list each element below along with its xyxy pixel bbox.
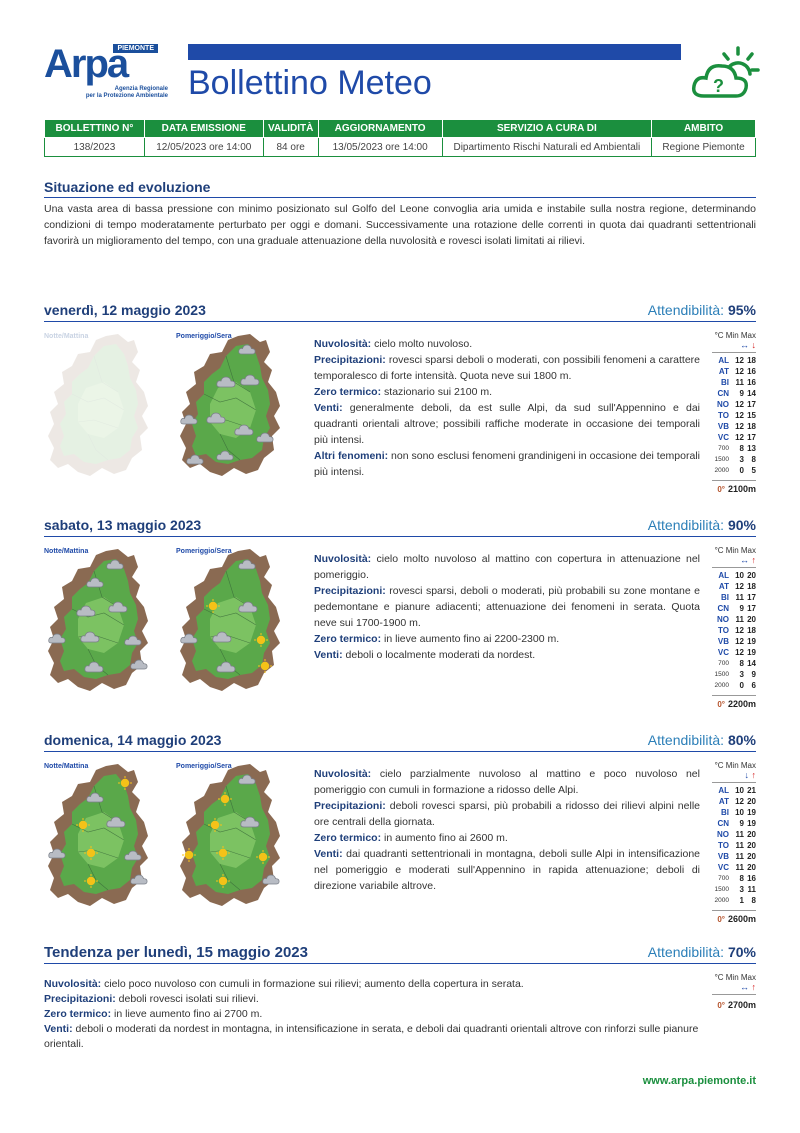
day-2-venti [314, 647, 700, 663]
temp-min: 12 [735, 797, 744, 806]
info-header-validita: VALIDITÀ [263, 120, 318, 138]
altitude-row [712, 669, 756, 680]
station-row [712, 647, 756, 658]
temp-max: 20 [747, 797, 756, 806]
station-code: CN [717, 604, 729, 613]
label-nuvolosita: Nuvolosità: [314, 553, 372, 565]
attend-value: 70% [727, 944, 756, 960]
station-row [712, 603, 756, 614]
station-row [712, 785, 756, 796]
value-precipitazioni: rovesci sparsi, deboli o moderati, più probabili su zone montane e pedemontane e pianure adiacenti; attenuazione dei fenomeni in serata. Quota neve sui 1700-1900 m. [314, 585, 700, 629]
altitude-label: 2000 [714, 682, 729, 689]
bulletin-info-table [44, 119, 756, 157]
station-code: TO [718, 841, 729, 850]
label-precipitazioni: Precipitazioni: [44, 993, 116, 1005]
day-1-title: venerdì, 12 maggio 2023 [44, 302, 206, 318]
day-2-temperatures [712, 546, 756, 709]
logo-text: Arpa [44, 42, 128, 86]
altitude-label: 700 [718, 445, 729, 452]
temp-max: 14 [747, 389, 756, 398]
arpa-website-link[interactable]: www.arpa.piemonte.it [642, 1075, 756, 1087]
info-value-row [45, 138, 756, 157]
day-2-precipitazioni [314, 583, 700, 631]
attend-label: Attendibilità: [647, 732, 728, 748]
temp-min: 12 [735, 433, 744, 442]
temp-header: °C Min Max [714, 973, 756, 982]
station-row [712, 388, 756, 399]
station-code: BI [721, 593, 729, 602]
station-code: VC [717, 863, 729, 872]
temp-min: 3 [739, 670, 744, 679]
temp-max: 20 [747, 615, 756, 624]
temp-max: 11 [747, 885, 756, 894]
day-1-description [314, 336, 700, 480]
station-code: BI [721, 378, 729, 387]
freezing-level-icon: 0° [717, 1000, 725, 1010]
trend-arrows [712, 982, 756, 995]
situazione-text: Una vasta area di bassa pressione con minimo posizionato sul Golfo del Leone convoglia aria umida e instabile sulla nostra regione, determinando condizioni di tempo moderatamente perturbato per oggi e domani. Successivamente una rotazione delle correnti in quota dai quadranti settentrionali favorirà un miglioramento del tempo, con una graduale attenuazione della nuvolosità e rovesci isolati limitati ai rilievi. [44, 203, 756, 247]
info-value-aggiornamento: 13/05/2023 ore 14:00 [318, 138, 442, 157]
temp-min: 0 [739, 466, 744, 475]
temp-max: 20 [747, 571, 756, 580]
station-code: AT [718, 367, 729, 376]
temp-max: 19 [747, 637, 756, 646]
attend-label: Attendibilità: [647, 302, 728, 318]
day-3-temperatures [712, 761, 756, 924]
value-venti: generalmente deboli, da est sulle Alpi, da sud sull'Appennino e dai quadranti orientali altrove; possibili raffiche moderate in occasione dei temporali più intensi. [314, 402, 700, 446]
day-3-header [44, 730, 756, 752]
temp-min: 12 [735, 626, 744, 635]
temp-header: °C Min Max [714, 546, 756, 555]
temp-min: 12 [735, 411, 744, 420]
temp-min: 12 [735, 367, 744, 376]
situazione-divider [44, 197, 756, 198]
station-code: AT [718, 582, 729, 591]
temp-min: 12 [735, 637, 744, 646]
freezing-level [712, 997, 756, 1010]
altitude-label: 1500 [714, 886, 729, 893]
attend-label: Attendibilità: [647, 944, 728, 960]
value-venti: deboli o localmente moderati da nordest. [342, 649, 536, 661]
attend-value: 95% [727, 302, 756, 318]
label-zero-termico: Zero termico: [314, 386, 382, 398]
station-row [712, 355, 756, 366]
altitude-label: 2000 [714, 467, 729, 474]
tendenza-header [44, 942, 756, 964]
info-value-ambito: Regione Piemonte [652, 138, 756, 157]
info-value-emissione: 12/05/2023 ore 14:00 [144, 138, 263, 157]
temp-min: 11 [735, 852, 744, 861]
temp-max: 17 [747, 604, 756, 613]
temp-max: 6 [751, 681, 756, 690]
temp-min: 10 [735, 571, 744, 580]
page-title: Bollettino Meteo [188, 64, 432, 102]
temp-max: 18 [747, 422, 756, 431]
day-2-label-night: Notte/Mattina [44, 548, 89, 555]
temp-min: 12 [735, 356, 744, 365]
temp-min: 12 [735, 400, 744, 409]
label-zero-termico: Zero termico: [44, 1008, 112, 1020]
temp-min: 11 [735, 863, 744, 872]
temp-min: 9 [739, 819, 744, 828]
temp-min: 12 [735, 422, 744, 431]
station-code: VB [717, 637, 729, 646]
temp-max: 20 [747, 841, 756, 850]
day-2-attendibilita [648, 517, 756, 533]
freezing-level [712, 910, 756, 924]
freezing-level [712, 695, 756, 709]
day-1-nuvolosita [314, 336, 700, 352]
temp-min: 0 [739, 681, 744, 690]
station-row [712, 796, 756, 807]
altitude-row [712, 443, 756, 454]
station-code: NO [717, 615, 729, 624]
temp-min: 12 [735, 648, 744, 657]
temp-min: 11 [735, 830, 744, 839]
temp-min: 12 [735, 582, 744, 591]
temp-max: 19 [747, 648, 756, 657]
label-altri-fenomeni: Altri fenomeni: [314, 450, 389, 462]
value-zero-termico: stazionario sui 2100 m. [381, 386, 493, 398]
temp-max: 15 [747, 411, 756, 420]
day-2-nuvolosita [314, 551, 700, 583]
station-row [712, 851, 756, 862]
info-value-servizio: Dipartimento Rischi Naturali ed Ambientali [442, 138, 652, 157]
min-trend-icon: ↓ [744, 770, 749, 780]
station-row [712, 410, 756, 421]
day-1-map-afternoon [176, 332, 286, 478]
station-code: AL [718, 356, 729, 365]
day-3-venti [314, 846, 700, 894]
altitude-label: 2000 [714, 897, 729, 904]
day-1-venti [314, 400, 700, 448]
day-1-precipitazioni [314, 352, 700, 384]
day-2-description [314, 551, 700, 663]
tendenza-zero-termico [44, 1007, 704, 1022]
temp-max: 18 [747, 356, 756, 365]
info-header-row [45, 120, 756, 138]
value-nuvolosita: cielo molto nuvoloso. [371, 338, 473, 350]
temp-max: 20 [747, 830, 756, 839]
label-zero-termico: Zero termico: [314, 633, 382, 645]
temp-max: 20 [747, 863, 756, 872]
min-trend-icon: ↔ [739, 340, 749, 350]
temp-min: 8 [739, 874, 744, 883]
label-nuvolosita: Nuvolosità: [44, 978, 102, 990]
tendenza-temperatures [712, 973, 756, 1010]
tendenza-attendibilita [648, 944, 756, 960]
station-code: AL [718, 571, 729, 580]
info-header-servizio: SERVIZIO A CURA DI [442, 120, 652, 138]
station-code: VC [717, 433, 729, 442]
day-3-title: domenica, 14 maggio 2023 [44, 732, 222, 748]
temp-max: 20 [747, 852, 756, 861]
day-1-altri-fenomeni [314, 448, 700, 480]
temp-max: 19 [747, 808, 756, 817]
temp-min: 3 [739, 455, 744, 464]
label-precipitazioni: Precipitazioni: [314, 800, 386, 812]
temp-max: 14 [747, 659, 756, 668]
day-3-label-afternoon: Pomeriggio/Sera [176, 763, 232, 770]
temp-min: 8 [739, 659, 744, 668]
value-precipitazioni: deboli rovesci isolati sui rilievi. [115, 993, 259, 1005]
min-trend-icon: ↔ [739, 982, 749, 992]
value-zero-termico: in lieve aumento fino ai 2700 m. [111, 1008, 263, 1020]
station-code: VB [717, 422, 729, 431]
station-row [712, 366, 756, 377]
label-venti: Venti: [314, 402, 343, 414]
day-2-label-afternoon: Pomeriggio/Sera [176, 548, 232, 555]
temp-max: 9 [751, 670, 756, 679]
day-2-header [44, 515, 756, 537]
temp-min: 10 [735, 808, 744, 817]
day-1-header [44, 300, 756, 322]
tendenza-venti [44, 1022, 704, 1052]
label-venti: Venti: [314, 649, 343, 661]
value-nuvolosita: cielo parzialmente nuvoloso al mattino e poco nuvoloso nel pomeriggio con cumuli in formazione a ridosso delle Alpi. [314, 768, 700, 796]
max-trend-icon: ↓ [751, 340, 756, 350]
station-row [712, 818, 756, 829]
value-altri-fenomeni: non sono esclusi fenomeni grandinigeni in occasione dei temporali più intensi. [314, 450, 700, 478]
station-row [712, 807, 756, 818]
value-nuvolosita: cielo poco nuvoloso con cumuli in formazione sui rilievi; aumento della copertura in serata. [101, 978, 524, 990]
temp-max: 17 [747, 400, 756, 409]
cloud-sun-question-icon [690, 44, 762, 104]
temp-min: 3 [739, 885, 744, 894]
day-2-forecast [44, 515, 756, 709]
temp-max: 18 [747, 582, 756, 591]
freezing-level [712, 480, 756, 494]
altitude-row [712, 680, 756, 691]
label-zero-termico: Zero termico: [314, 832, 382, 844]
temp-max: 19 [747, 819, 756, 828]
day-1-label-night: Notte/Mattina [44, 333, 89, 340]
tendenza-description [44, 977, 704, 1052]
station-row [712, 581, 756, 592]
station-row [712, 829, 756, 840]
temp-min: 11 [735, 378, 744, 387]
temp-max: 16 [747, 874, 756, 883]
temp-header: °C Min Max [714, 761, 756, 770]
arpa-logo [44, 44, 168, 102]
info-header-bollettino: BOLLETTINO N° [45, 120, 145, 138]
altitude-row [712, 884, 756, 895]
tendenza-nuvolosita [44, 977, 704, 992]
label-nuvolosita: Nuvolosità: [314, 768, 372, 780]
value-venti: deboli o moderati da nordest in montagna, in intensificazione in serata, e deboli dai quadranti orientali altrove con rinforzi sulle pianure orientali. [44, 1023, 699, 1050]
temp-header: °C Min Max [714, 331, 756, 340]
station-code: CN [717, 819, 729, 828]
temp-max: 21 [747, 786, 756, 795]
label-venti: Venti: [314, 848, 343, 860]
info-value-bollettino: 138/2023 [45, 138, 145, 157]
station-row [712, 636, 756, 647]
info-header-aggiornamento: AGGIORNAMENTO [318, 120, 442, 138]
temp-min: 1 [739, 896, 744, 905]
label-nuvolosita: Nuvolosità: [314, 338, 372, 350]
max-trend-icon: ↑ [751, 770, 756, 780]
day-1-label-afternoon: Pomeriggio/Sera [176, 333, 232, 340]
day-3-description [314, 766, 700, 894]
station-code: AT [718, 797, 729, 806]
freezing-level-value: 2200m [727, 699, 756, 709]
day-2-map-night [44, 547, 154, 693]
max-trend-icon: ↑ [751, 982, 756, 992]
attend-label: Attendibilità: [647, 517, 728, 533]
temp-min: 10 [735, 786, 744, 795]
station-row [712, 840, 756, 851]
value-precipitazioni: deboli rovesci sparsi, più probabili a ridosso dei rilievi alpini nelle ore centrali della giornata. [314, 800, 700, 828]
attend-value: 90% [727, 517, 756, 533]
day-3-forecast [44, 730, 756, 924]
day-1-zero-termico [314, 384, 700, 400]
day-3-label-night: Notte/Mattina [44, 763, 89, 770]
day-3-precipitazioni [314, 798, 700, 830]
day-2-title: sabato, 13 maggio 2023 [44, 517, 202, 533]
station-code: VC [717, 648, 729, 657]
day-1-attendibilita [648, 302, 756, 318]
label-precipitazioni: Precipitazioni: [314, 585, 386, 597]
altitude-label: 1500 [714, 671, 729, 678]
day-1-map-night [44, 332, 154, 478]
temp-min: 9 [739, 389, 744, 398]
station-row [712, 432, 756, 443]
trend-arrows [712, 555, 756, 568]
logo-badge: PIEMONTE [113, 44, 158, 53]
altitude-row [712, 658, 756, 669]
station-row [712, 862, 756, 873]
altitude-row [712, 465, 756, 476]
trend-arrows [712, 770, 756, 783]
attend-value: 80% [727, 732, 756, 748]
value-venti: dai quadranti settentrionali in montagna, deboli sulle Alpi in intensificazione nel pomeriggio e moderati sull'Appennino in rapida attenuazione; deboli di direzione variabile altrove. [314, 848, 700, 892]
day-2-map-afternoon [176, 547, 286, 693]
trend-arrows [712, 340, 756, 353]
day-3-zero-termico [314, 830, 700, 846]
temp-min: 11 [735, 593, 744, 602]
station-row [712, 592, 756, 603]
temp-min: 11 [735, 841, 744, 850]
temp-min: 9 [739, 604, 744, 613]
station-row [712, 625, 756, 636]
title-bar [188, 44, 681, 60]
max-trend-icon: ↑ [751, 555, 756, 565]
temp-max: 16 [747, 367, 756, 376]
temp-max: 18 [747, 626, 756, 635]
logo-sub-line1: Agenzia Regionale [114, 86, 168, 92]
value-precipitazioni: rovesci sparsi deboli o moderati, con possibili fenomeni a carattere temporalesco di forte intensità. Quota neve sui 1800 m. [314, 354, 700, 382]
station-code: TO [718, 626, 729, 635]
day-2-zero-termico [314, 631, 700, 647]
day-1-forecast [44, 300, 756, 494]
freezing-level-value: 2700m [727, 1000, 756, 1010]
freezing-level-icon: 0° [717, 484, 725, 494]
station-code: CN [717, 389, 729, 398]
freezing-level-icon: 0° [717, 699, 725, 709]
freezing-level-value: 2100m [727, 484, 756, 494]
station-code: TO [718, 411, 729, 420]
info-header-ambito: AMBITO [652, 120, 756, 138]
value-zero-termico: in lieve aumento fino ai 2200-2300 m. [381, 633, 560, 645]
altitude-row [712, 895, 756, 906]
day-3-map-afternoon [176, 762, 286, 908]
temp-max: 8 [751, 455, 756, 464]
temp-min: 11 [735, 615, 744, 624]
value-zero-termico: in aumento fino ai 2600 m. [381, 832, 508, 844]
svg-text:?: ? [713, 76, 724, 96]
logo-subtitle [74, 86, 168, 100]
altitude-row [712, 873, 756, 884]
station-code: VB [717, 852, 729, 861]
info-header-emissione: DATA EMISSIONE [144, 120, 263, 138]
label-venti: Venti: [44, 1023, 73, 1035]
station-row [712, 377, 756, 388]
station-row [712, 399, 756, 410]
station-code: NO [717, 400, 729, 409]
freezing-level-value: 2600m [727, 914, 756, 924]
altitude-label: 700 [718, 875, 729, 882]
tendenza-title: Tendenza per lunedì, 15 maggio 2023 [44, 944, 308, 961]
station-code: NO [717, 830, 729, 839]
station-row [712, 421, 756, 432]
altitude-label: 700 [718, 660, 729, 667]
min-trend-icon: ↔ [739, 555, 749, 565]
station-row [712, 570, 756, 581]
day-3-map-night [44, 762, 154, 908]
station-code: AL [718, 786, 729, 795]
situazione-title: Situazione ed evoluzione [44, 179, 211, 195]
temp-min: 8 [739, 444, 744, 453]
temp-max: 17 [747, 593, 756, 602]
value-nuvolosita: cielo molto nuvoloso al mattino con copertura in attenuazione nel pomeriggio. [314, 553, 700, 581]
label-precipitazioni: Precipitazioni: [314, 354, 386, 366]
altitude-row [712, 454, 756, 465]
station-code: BI [721, 808, 729, 817]
day-1-temperatures [712, 331, 756, 494]
station-row [712, 614, 756, 625]
logo-sub-line2: per la Protezione Ambientale [85, 93, 168, 99]
temp-max: 5 [751, 466, 756, 475]
temp-max: 16 [747, 378, 756, 387]
day-3-attendibilita [648, 732, 756, 748]
altitude-label: 1500 [714, 456, 729, 463]
info-value-validita: 84 ore [263, 138, 318, 157]
temp-max: 13 [747, 444, 756, 453]
temp-max: 8 [751, 896, 756, 905]
freezing-level-icon: 0° [717, 914, 725, 924]
tendenza-precipitazioni [44, 992, 704, 1007]
temp-max: 17 [747, 433, 756, 442]
day-3-nuvolosita [314, 766, 700, 798]
